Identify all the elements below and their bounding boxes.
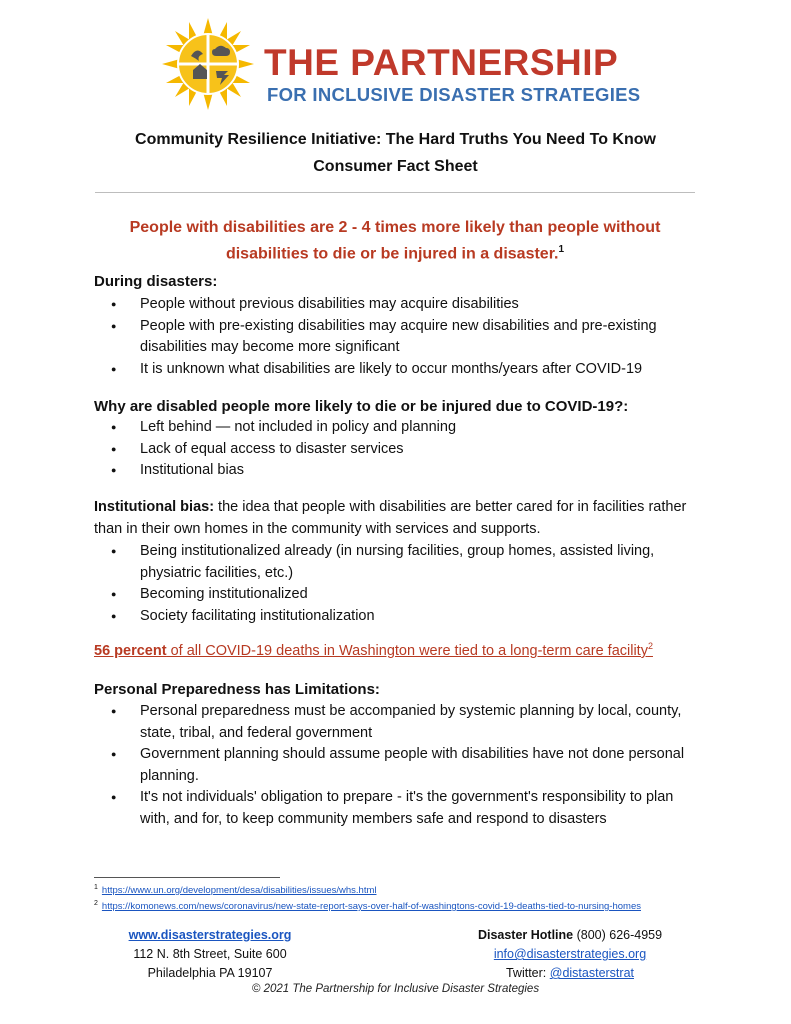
address-line-1: 112 N. 8th Street, Suite 600 [133, 947, 287, 961]
bias-definition-text: the idea that people with disabilities are better cared for in facilities rather than in their own homes in the community with services and supports. [94, 499, 687, 537]
footer-address [110, 926, 310, 983]
footnote-1 [94, 884, 376, 896]
preparedness-list [94, 701, 704, 830]
callout-line-2: disabilities to die or be injured in a disaster. [225, 245, 559, 263]
footnote-1-link[interactable]: https://www.un.org/development/desa/disabilities/issues/whs.html [101, 885, 377, 897]
institutional-bias-definition [94, 497, 704, 540]
stat-bold: 56 percent [94, 642, 167, 659]
bias-term: Institutional bias: [94, 499, 215, 515]
hotline [455, 926, 685, 945]
sun-logo-icon [160, 16, 256, 112]
brand-title: THE PARTNERSHIP [264, 42, 619, 83]
during-heading: During disasters: [94, 273, 218, 290]
footnote-number: 1 [94, 884, 98, 891]
list-item: ● Becoming institutionalized [94, 584, 704, 606]
during-list [94, 294, 704, 380]
twitter-link[interactable]: @distasterstrat [549, 966, 634, 980]
list-item: ● Institutional bias [94, 460, 704, 482]
callout-line-1: People with disabilities are 2 - 4 times more likely than people without [129, 219, 661, 236]
footnote-number: 2 [94, 900, 98, 907]
preparedness-heading: Personal Preparedness has Limitations: [94, 681, 380, 698]
footnote-ref-2[interactable]: 2 [647, 641, 653, 651]
header [160, 16, 640, 116]
document-title: Community Resilience Initiative: The Hard Truths You Need To Know [135, 131, 656, 148]
footer-contact [455, 926, 685, 983]
list-item: ● Society facilitating institutionalization [94, 606, 704, 628]
footnote-2-link[interactable]: https://komonews.com/news/coronavirus/new-state-report-says-over-half-of-washingtons-covid-19-deaths-tied-to-nursing-homes [101, 901, 641, 913]
footnote-divider [94, 877, 280, 878]
email-link[interactable]: info@disasterstrategies.org [493, 947, 647, 961]
footnote-ref-1[interactable]: 1 [558, 244, 565, 255]
stat-text: of all COVID-19 deaths in Washington were tied to a long-term care facility [166, 642, 648, 659]
list-item: ● Government planning should assume people with disabilities have not done personal planning. [94, 744, 704, 787]
list-item: ● It is unknown what disabilities are likely to occur months/years after COVID-19 [94, 359, 704, 381]
document-subtitle: Consumer Fact Sheet [313, 158, 478, 175]
washington-statistic [94, 641, 653, 659]
brand-subtitle: FOR INCLUSIVE DISASTER STRATEGIES [267, 84, 641, 105]
twitter [455, 964, 685, 983]
callout-statistic [95, 217, 695, 265]
why-heading: Why are disabled people more likely to die or be injured due to COVID-19?: [94, 398, 629, 415]
address-line-2: Philadelphia PA 19107 [147, 966, 273, 980]
list-item: ● Personal preparedness must be accompanied by systemic planning by local, county, state, tribal, and federal government [94, 701, 704, 744]
title-divider [95, 192, 695, 193]
twitter-label: Twitter: [505, 966, 550, 980]
list-item: ● Being institutionalized already (in nursing facilities, group homes, assisted living, physiatric facilities, etc.) [94, 541, 704, 584]
hotline-label: Disaster Hotline [477, 928, 574, 942]
list-item: ● It's not individuals' obligation to prepare - it's the government's responsibility to plan with, and for, to keep community members safe and respond to disasters [94, 787, 704, 830]
copyright: © 2021 The Partnership for Inclusive Disaster Strategies [251, 983, 540, 995]
list-item: ● People with pre-existing disabilities may acquire new disabilities and pre-existing disabilities may become more significant [94, 316, 704, 359]
list-item: ● Left behind — not included in policy and planning [94, 417, 704, 439]
why-list [94, 417, 704, 482]
website-link[interactable]: www.disasterstrategies.org [128, 928, 292, 942]
footnote-2 [94, 900, 641, 912]
list-item: ● People without previous disabilities may acquire disabilities [94, 294, 704, 316]
hotline-number: (800) 626-4959 [573, 928, 663, 942]
bias-list [94, 541, 704, 627]
list-item: ● Lack of equal access to disaster services [94, 439, 704, 461]
